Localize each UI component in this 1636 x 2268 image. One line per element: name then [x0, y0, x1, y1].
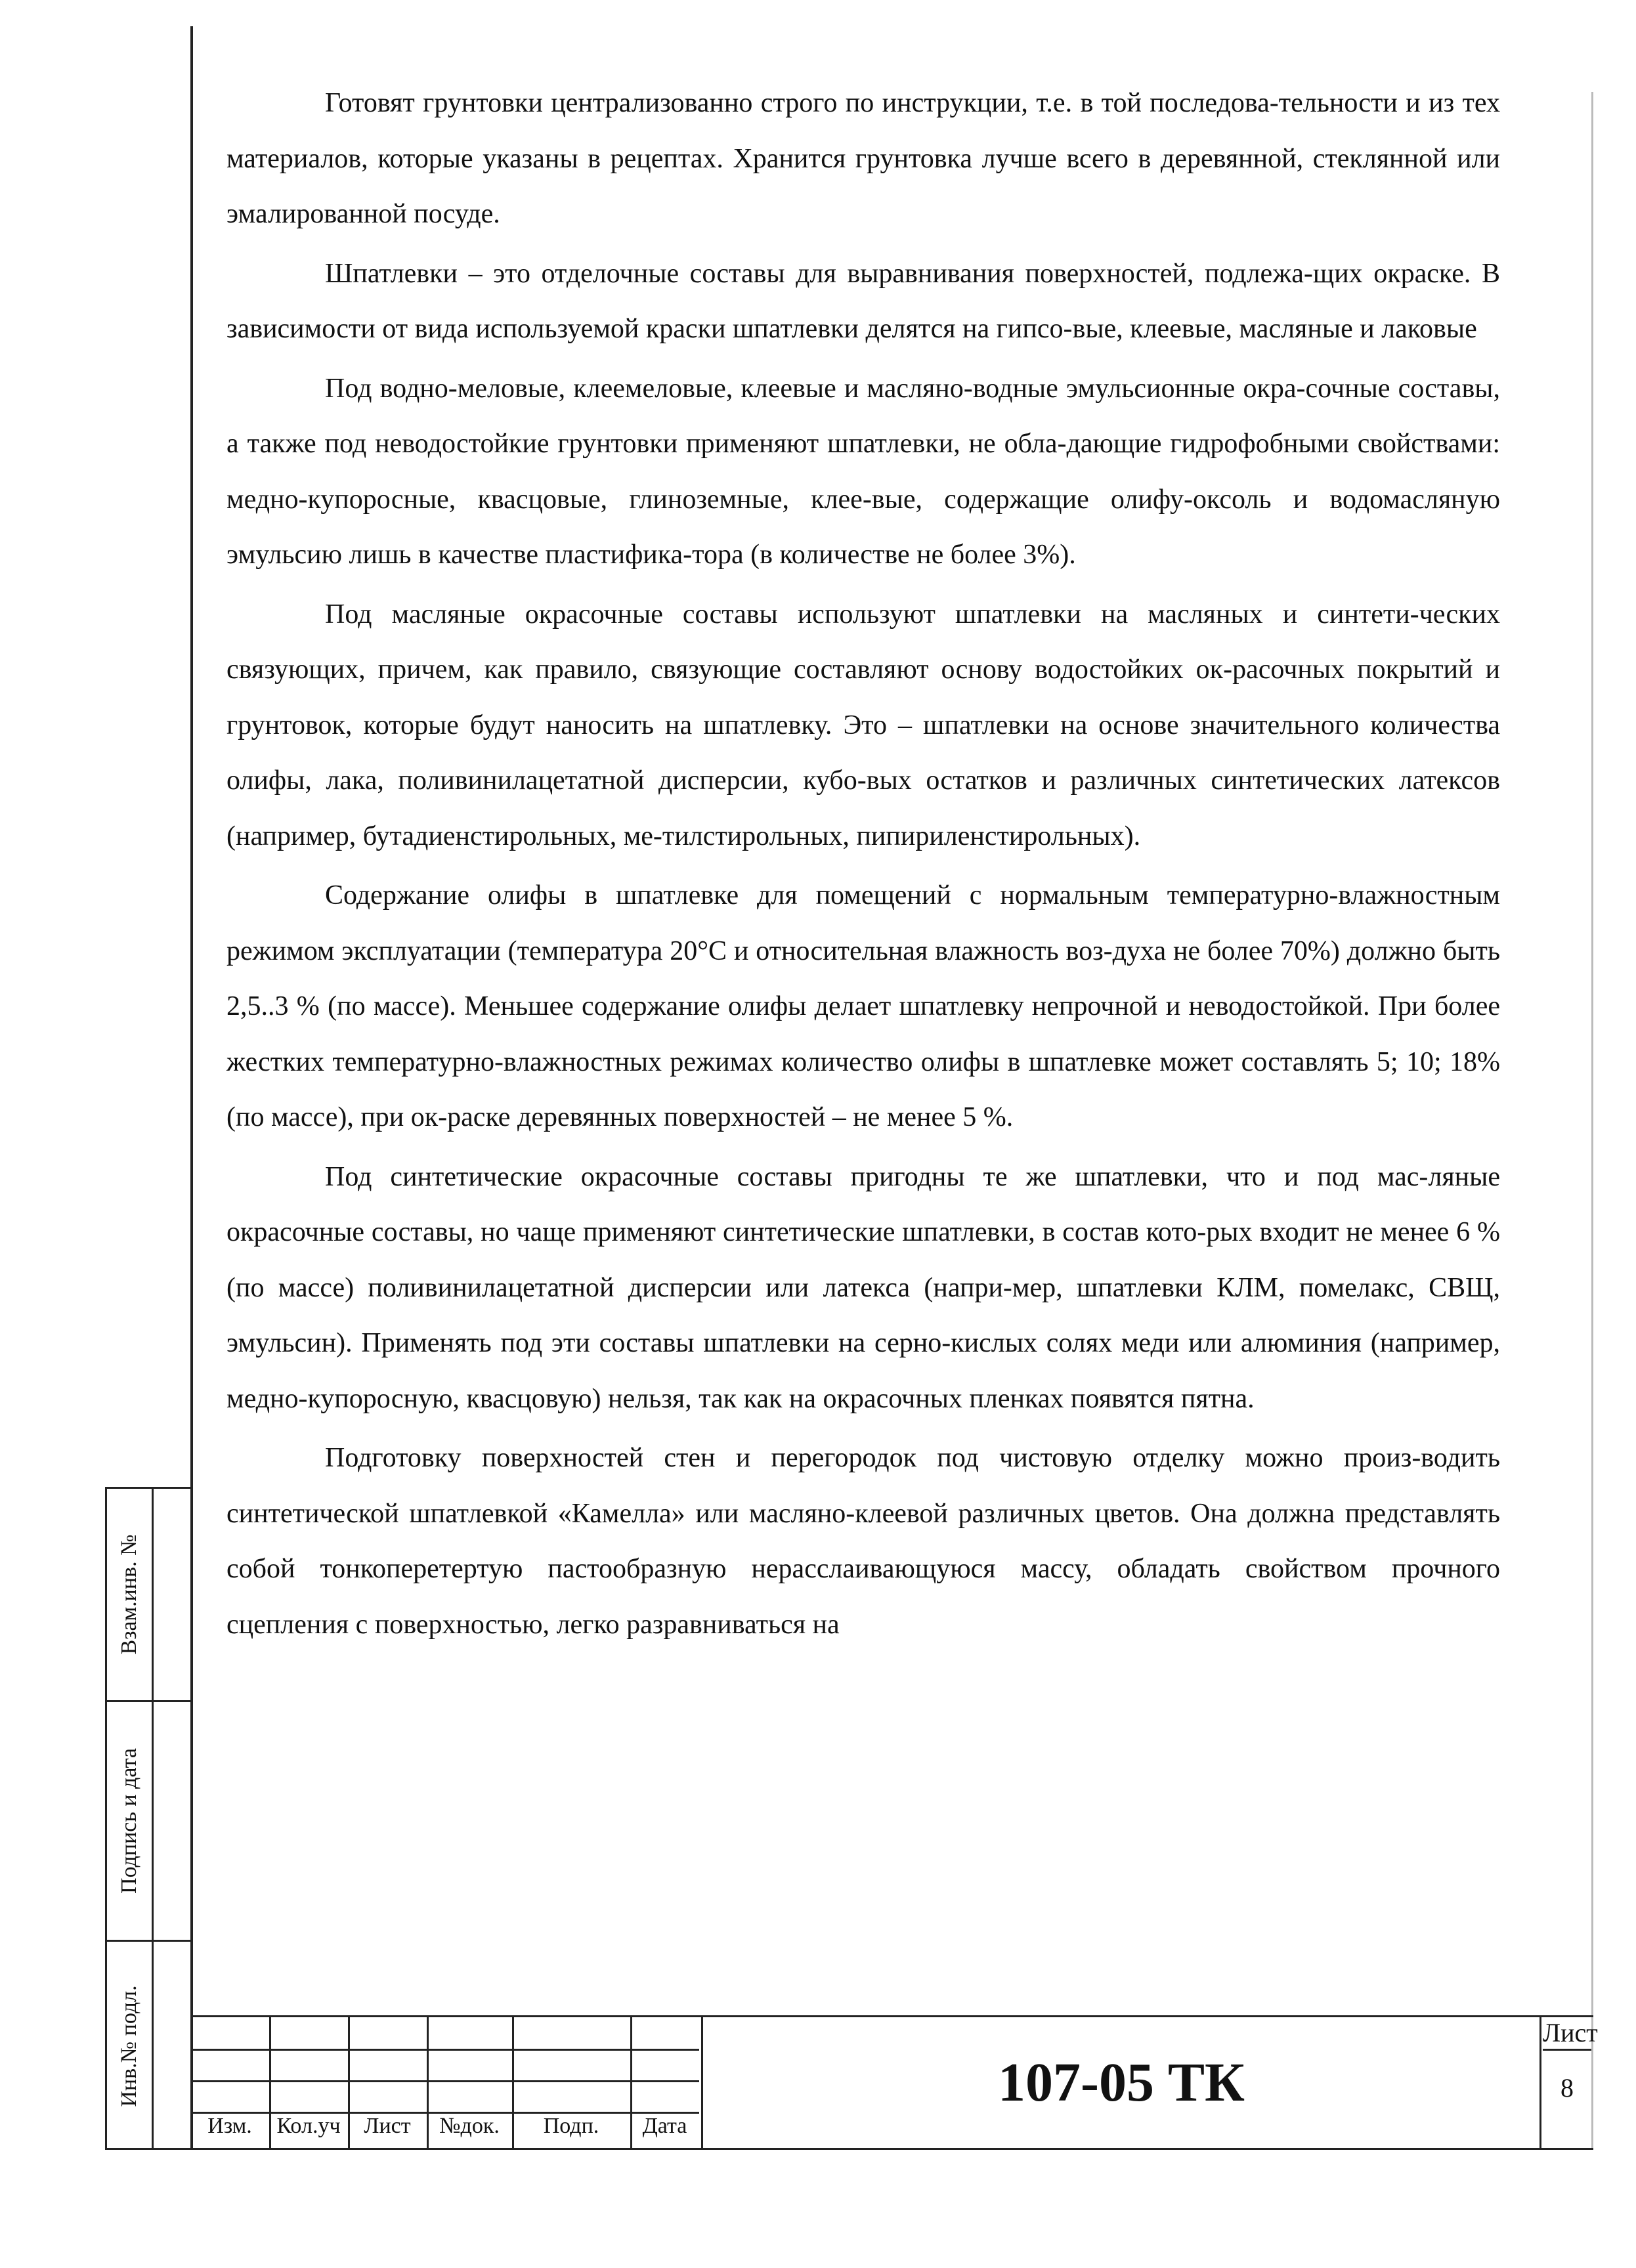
paragraph: Под синтетические окрасочные составы пригодны те же шпатлевки, что и под мас-ляные окрасочные составы, но чаще применяют синтетические шпатлевки, в состав кото-рых входит не менее 6 % (по массе) поливинилацетатной дисперсии или латекса (напри-мер, шпатлевки КЛМ, помелакс, СВЩ, эмульсин). Применять под эти составы шпатлевки на серно-кислых солях меди или алюминия (например, медно-купоросную, квасцовую) нельзя, так как на окрасочных пленках появятся пятна. [226, 1161, 1500, 1414]
side-cell-replacement-inv [107, 1489, 193, 1702]
paragraph: Под масляные окрасочные составы используют шпатлевки на масляных и синтети-ческих связующих, причем, как правило, связующие составляют основу водостойких ок-расочных покрытий и грунтовок, которые будут наносить на шпатлевку. Это – шпатлевки на основе значительного количества олифы, лака, поливинилацетатной дисперсии, кубо-вых остатков и различных синтетических латексов (например, бутадиенстирольных, ме-тилстирольных, пипириленстирольных). [226, 599, 1500, 851]
header-date: Дата [642, 2114, 687, 2138]
header-signature: Подп. [543, 2114, 599, 2138]
header-sheet: Лист [364, 2114, 411, 2138]
side-cell-original-inv [107, 1942, 193, 2150]
document-body [226, 75, 1500, 1656]
paragraph: Подготовку поверхностей стен и перегородок под чистовую отделку можно произ-водить синтетической шпатлевкой «Камелла» или масляно-клеевой различных цветов. Она должна представлять собой тонкоперетертую пастообразную нерасслаивающуюся массу, обладать свойством прочного сцепления с поверхностью, легко разравниваться на [226, 1443, 1500, 1640]
paragraph: Шпатлевки – это отделочные составы для выравнивания поверхностей, подлежа-щих окраске. В зависимости от вида используемой краски шпатлевки делятся на гипсо-вые, клеевые, масляные и лаковые [226, 258, 1500, 344]
revision-table [190, 2017, 699, 2148]
header-doc-number: №док. [439, 2114, 500, 2138]
paragraph: Готовят грунтовки централизованно строго по инструкции, т.е. в той последова-тельности и из тех материалов, которые указаны в рецептах. Хранится грунтовка лучше всего в деревянной, стеклянной или эмалированной посуде. [226, 88, 1500, 229]
header-change: Изм. [207, 2114, 252, 2138]
side-stamp [105, 1487, 193, 2150]
frame-right-line [1591, 92, 1593, 2150]
title-block [190, 2015, 1598, 2150]
paragraph: Содержание олифы в шпатлевке для помещений с нормальным температурно-влажностным режимом эксплуатации (температура 20°С и относительная влажность воз-духа не более 70%) должно быть 2,5..3 % (по массе). Меньшее содержание олифы делает шпатлевку непрочной и неводостойкой. При более жестких температурно-влажностных режимах количество олифы в шпатлевке может составлять 5; 10; 18% (по массе), при ок-раске деревянных поверхностей – не менее 5 %. [226, 880, 1500, 1132]
side-label-replacement-inv: Взам.инв. № [117, 1534, 141, 1655]
side-label-original-inv: Инв.№ подл. [117, 1984, 141, 2107]
sheet-number: 8 [1561, 2073, 1574, 2103]
sheet-label: Лист [1543, 2017, 1591, 2051]
header-count: Кол.уч [276, 2114, 341, 2138]
document-code: 107-05 ТК [701, 2017, 1541, 2148]
paragraph: Под водно-меловые, клеемеловые, клеевые и масляно-водные эмульсионные окра-сочные составы, а также под неводостойкие грунтовки применяют шпатлевки, не обла-дающие гидрофобными свойствами: медно-купоросные, квасцовые, глиноземные, клее-вые, содержащие олифу-оксоль и водомасляную эмульсию лишь в качестве пластифика-тора (в количестве не более 3%). [226, 373, 1500, 570]
side-label-signature-date: Подпись и дата [117, 1748, 141, 1894]
side-cell-signature-date [107, 1702, 193, 1942]
